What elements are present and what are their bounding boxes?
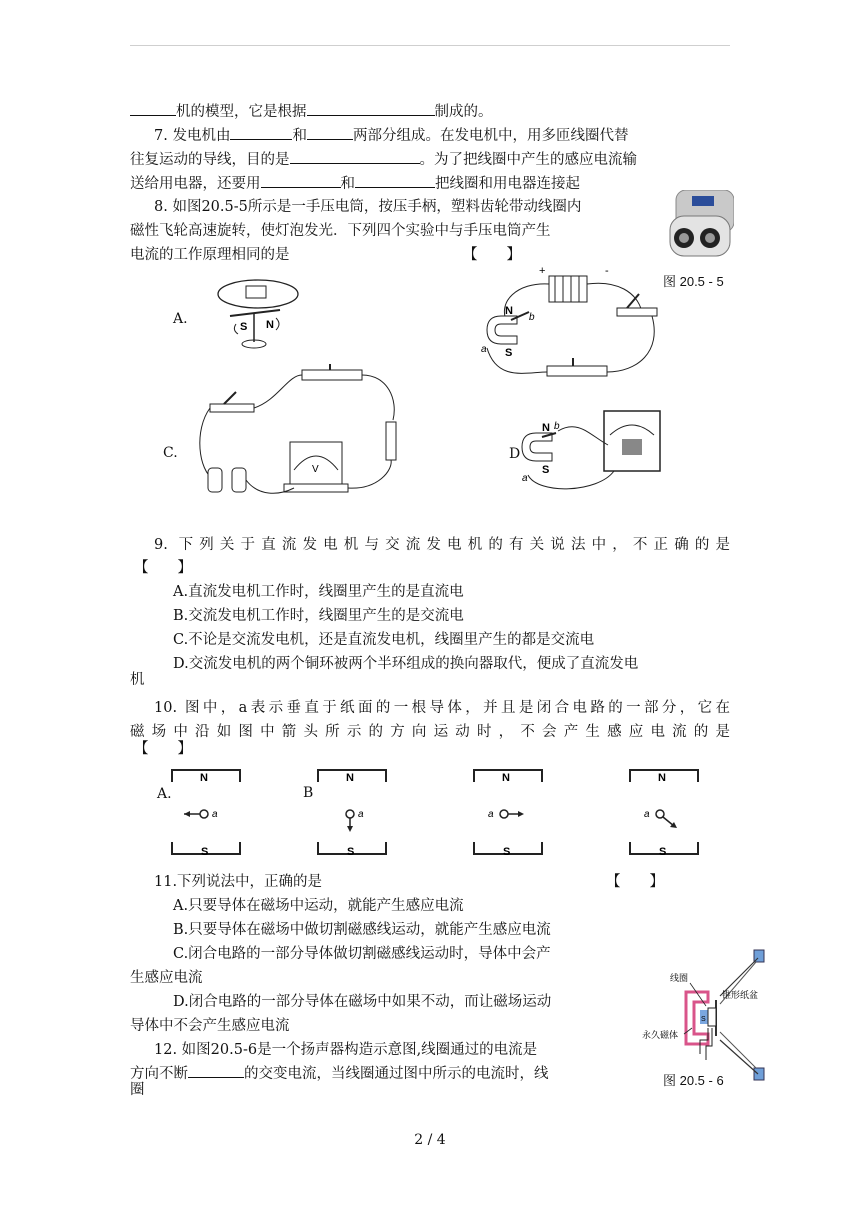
battery-plus: + [539,265,546,277]
svg-text:a: a [212,809,218,820]
blank [307,101,435,116]
compass-wire-diagram [210,272,305,354]
q11-option-b: B.只要导体在磁场中做切割磁感线运动，就能产生感应电流 [173,922,551,938]
q8-line2: 磁性飞轮高速旋转，使灯泡发光．下列四个实验中与手压电筒产生 [130,223,551,239]
q11-option-d1: D.闭合电路的一部分导体在磁场中如果不动，而让磁场运动 [173,994,552,1010]
svg-text:N: N [658,772,666,784]
svg-text:N: N [346,772,354,784]
q6-tail: 机的模型，它是根据 制成的。 [130,101,493,122]
speaker-structure-diagram [640,948,770,1084]
voltmeter-circuit-diagram [198,360,413,500]
q12-line2: 方向不断 的交变电流，当线圈通过图中所示的电流时，线 [130,1063,549,1084]
answer-bracket: 【 】 [463,247,521,263]
q9-stem: 9. 下列关于直流发电机与交流发电机的有关说法中，不正确的是 [154,537,730,553]
q10-line1: 10. 图中，a表示垂直于纸面的一根导体，并且是闭合电路的一部分，它在 [154,700,730,716]
q11-option-c1: C.闭合电路的一部分导体做切割磁感线运动时，导体中会产 [173,946,551,962]
galvanometer-diagram [518,405,668,495]
option-label-d: D [509,446,521,462]
field-diagram-d [630,770,698,858]
blank [230,125,292,140]
voltmeter-v: V [312,464,319,475]
q9-option-d: D.交流发电机的两个铜环被两个半环组成的换向器取代，便成了直流发电 [173,656,639,672]
label-b: b [529,312,535,323]
q8-line3: 电流的工作原理相同的是 [130,247,290,263]
answer-bracket: 【 】 [134,560,192,576]
svg-text:锥形纸盆: 锥形纸盆 [722,990,759,1000]
q9-option-b: B.交流发电机工作时，线圈里产生的是交流电 [173,608,464,624]
q9-option-d-tail: 机 [130,672,145,688]
q11-option-a: A.只要导体在磁场中运动，就能产生感应电流 [173,898,464,914]
field-diagram-c [474,770,542,858]
q9-option-a: A.直流发电机工作时，线圈里产生的是直流电 [173,584,464,600]
svg-text:S: S [659,846,667,858]
option-label-b: B [303,785,314,801]
pole-n: N [266,319,274,331]
q9-option-c: C.不论是交流发电机，还是直流发电机，线圈里产生的都是交流电 [173,632,595,648]
blank [188,1063,244,1078]
svg-text:a: a [488,809,494,820]
pole-s: S [240,321,248,333]
field-diagram-b [318,770,386,858]
svg-text:S: S [503,846,511,858]
pole-s: S [505,347,513,359]
blank [130,101,176,116]
svg-text:N: N [200,772,208,784]
battery-minus: - [605,265,609,277]
q11-option-c2: 生感应电流 [130,970,203,986]
q7-line1: 7. 发电机由 和 两部分组成。在发电机中，用多匝线圈代替 [154,125,628,146]
q7-line3: 送给用电器，还要用 和 把线圈和用电器连接起 [130,173,580,194]
label-b: b [554,421,560,432]
q8-line1: 8. 如图20.5-5所示是一手压电筒，按压手柄，塑料齿轮带动线圈内 [154,199,582,215]
answer-bracket: 【 】 [134,741,192,757]
header-rule [130,45,730,46]
svg-text:线圈: 线圈 [670,973,689,983]
svg-text:永久磁体: 永久磁体 [642,1030,679,1040]
pole-n: N [542,422,550,434]
label-a: a [522,473,528,484]
q11-option-d2: 导体中不会产生感应电流 [130,1018,290,1034]
svg-text:a: a [358,809,364,820]
q10-line2: 磁场中沿如图中箭头所示的方向运动时，不会产生感应电流的是 [130,724,730,740]
svg-text:N: N [502,772,510,784]
hand-flashlight-photo [664,190,734,258]
answer-bracket: 【 】 [606,874,664,890]
svg-text:S: S [347,846,355,858]
pole-s: S [542,464,550,476]
q11-stem: 11.下列说法中，正确的是 [154,874,323,890]
q7-line2: 往复运动的导线，目的是 。为了把线圈中产生的感应电流输 [130,149,637,170]
blank [355,173,435,188]
svg-text:a: a [644,809,650,820]
field-diagram-a [172,770,240,858]
pole-n: N [505,305,513,317]
figure-caption: 图 20.5 - 6 [663,1073,724,1088]
q12-line1: 12. 如图20.5-6是一个扬声器构造示意图,线圈通过的电流是 [154,1042,538,1058]
label-a: a [481,344,487,355]
option-label-a: A. [157,786,172,802]
battery-circuit-diagram [477,262,667,387]
blank [307,125,353,140]
magnet-conductor-options [170,766,740,861]
svg-text:S: S [701,1016,706,1023]
blank [290,149,420,164]
svg-text:S: S [201,846,209,858]
option-label-a: A. [173,311,188,327]
blank [261,173,341,188]
figure-caption: 图 20.5 - 5 [663,274,724,289]
q12-line3: 圈 [130,1082,145,1098]
option-label-c: C. [163,445,178,461]
page-number: 2 / 4 [414,1132,446,1148]
